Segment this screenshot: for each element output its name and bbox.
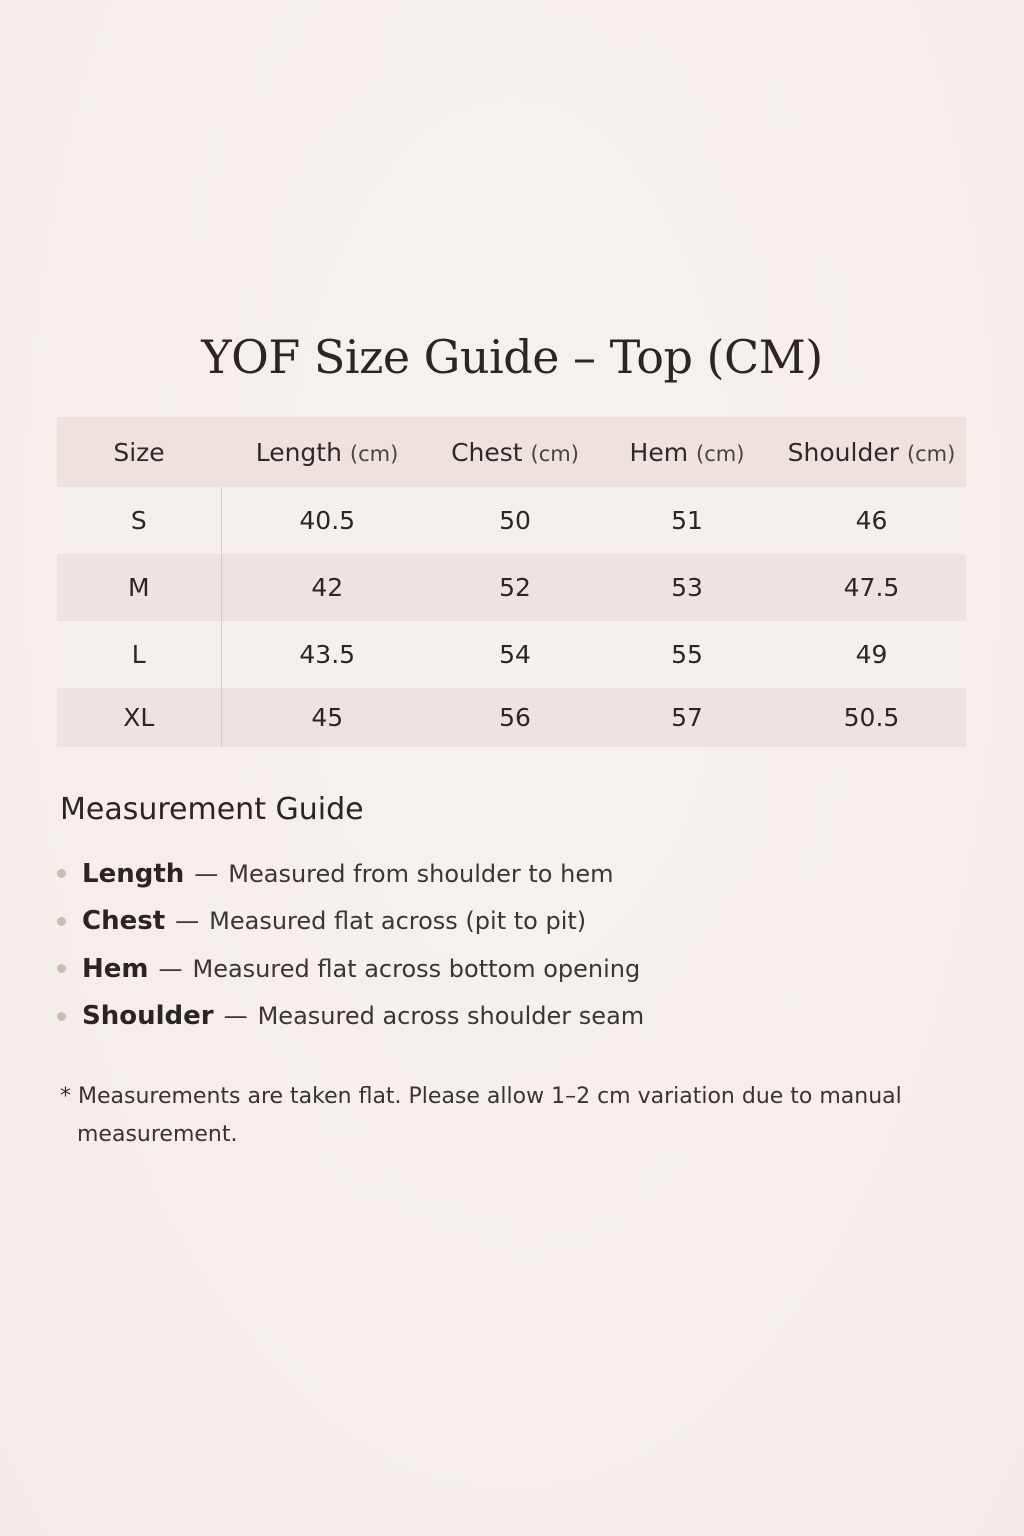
list-item: [57, 945, 644, 993]
header-hem: [597, 417, 777, 487]
hem-cell: 53: [671, 573, 703, 602]
table-row: [57, 688, 966, 747]
bullet-dot-icon: [57, 1012, 66, 1021]
guide-dash: —: [194, 859, 219, 888]
shoulder-cell: 46: [855, 506, 888, 535]
chest-cell: 56: [499, 703, 531, 732]
header-unit: (cm): [349, 441, 399, 466]
length-cell: 42: [311, 573, 344, 602]
guide-description: Measured flat across (pit to pit): [209, 907, 587, 936]
table-row: [57, 487, 966, 554]
length-cell: 43.5: [299, 640, 356, 669]
size-table: [57, 417, 967, 747]
hem-cell: 51: [671, 506, 703, 535]
guide-term: Hem: [82, 953, 149, 984]
bullet-dot-icon: [57, 917, 66, 926]
guide-description: Measured across shoulder seam: [257, 1002, 645, 1031]
chest-cell: 54: [499, 640, 531, 669]
list-item: [57, 898, 644, 946]
bullet-dot-icon: [57, 869, 66, 878]
chest-cell: 50: [499, 506, 531, 535]
header-size: [57, 417, 221, 487]
size-cell: M: [57, 554, 221, 621]
chest-cell: 52: [499, 573, 531, 602]
header-label: Shoulder: [787, 437, 899, 467]
measurement-guide-title: Measurement Guide: [60, 792, 364, 827]
guide-dash: —: [158, 954, 183, 983]
header-label: Size: [113, 437, 165, 467]
header-chest: [433, 417, 597, 487]
size-cell: XL: [57, 688, 221, 747]
header-unit: (cm): [696, 441, 745, 466]
guide-dash: —: [223, 1002, 248, 1031]
table-row: [57, 621, 966, 688]
header-unit: (cm): [906, 441, 956, 466]
header-label: Length: [255, 437, 342, 467]
header-unit: (cm): [530, 441, 579, 466]
shoulder-cell: 47.5: [843, 573, 900, 602]
guide-description: Measured flat across bottom opening: [192, 954, 641, 983]
guide-term: Shoulder: [82, 1001, 214, 1032]
shoulder-cell: 50.5: [843, 703, 900, 732]
header-length: [221, 417, 433, 487]
table-row: [57, 554, 966, 621]
size-cell: L: [57, 621, 221, 688]
measurement-guide-list: [57, 850, 644, 1040]
length-cell: 40.5: [299, 506, 356, 535]
measurement-note: * Measurements are taken flat. Please allow 1–2 cm variation due to manual measurement.: [60, 1084, 902, 1147]
hem-cell: 57: [671, 703, 703, 732]
size-cell: S: [57, 487, 221, 554]
bullet-dot-icon: [57, 964, 66, 973]
page-title: YOF Size Guide – Top (CM): [201, 330, 823, 384]
shoulder-cell: 49: [855, 640, 888, 669]
guide-dash: —: [175, 907, 200, 936]
header-label: Hem: [629, 437, 689, 467]
hem-cell: 55: [671, 640, 703, 669]
list-item: [57, 850, 644, 898]
header-shoulder: [777, 417, 966, 487]
length-cell: 45: [311, 703, 344, 732]
guide-term: Chest: [82, 906, 166, 937]
guide-term: Length: [82, 858, 185, 889]
list-item: [57, 993, 644, 1041]
guide-description: Measured from shoulder to hem: [228, 859, 614, 888]
header-label: Chest: [451, 437, 523, 467]
table-header-row: [57, 417, 966, 487]
